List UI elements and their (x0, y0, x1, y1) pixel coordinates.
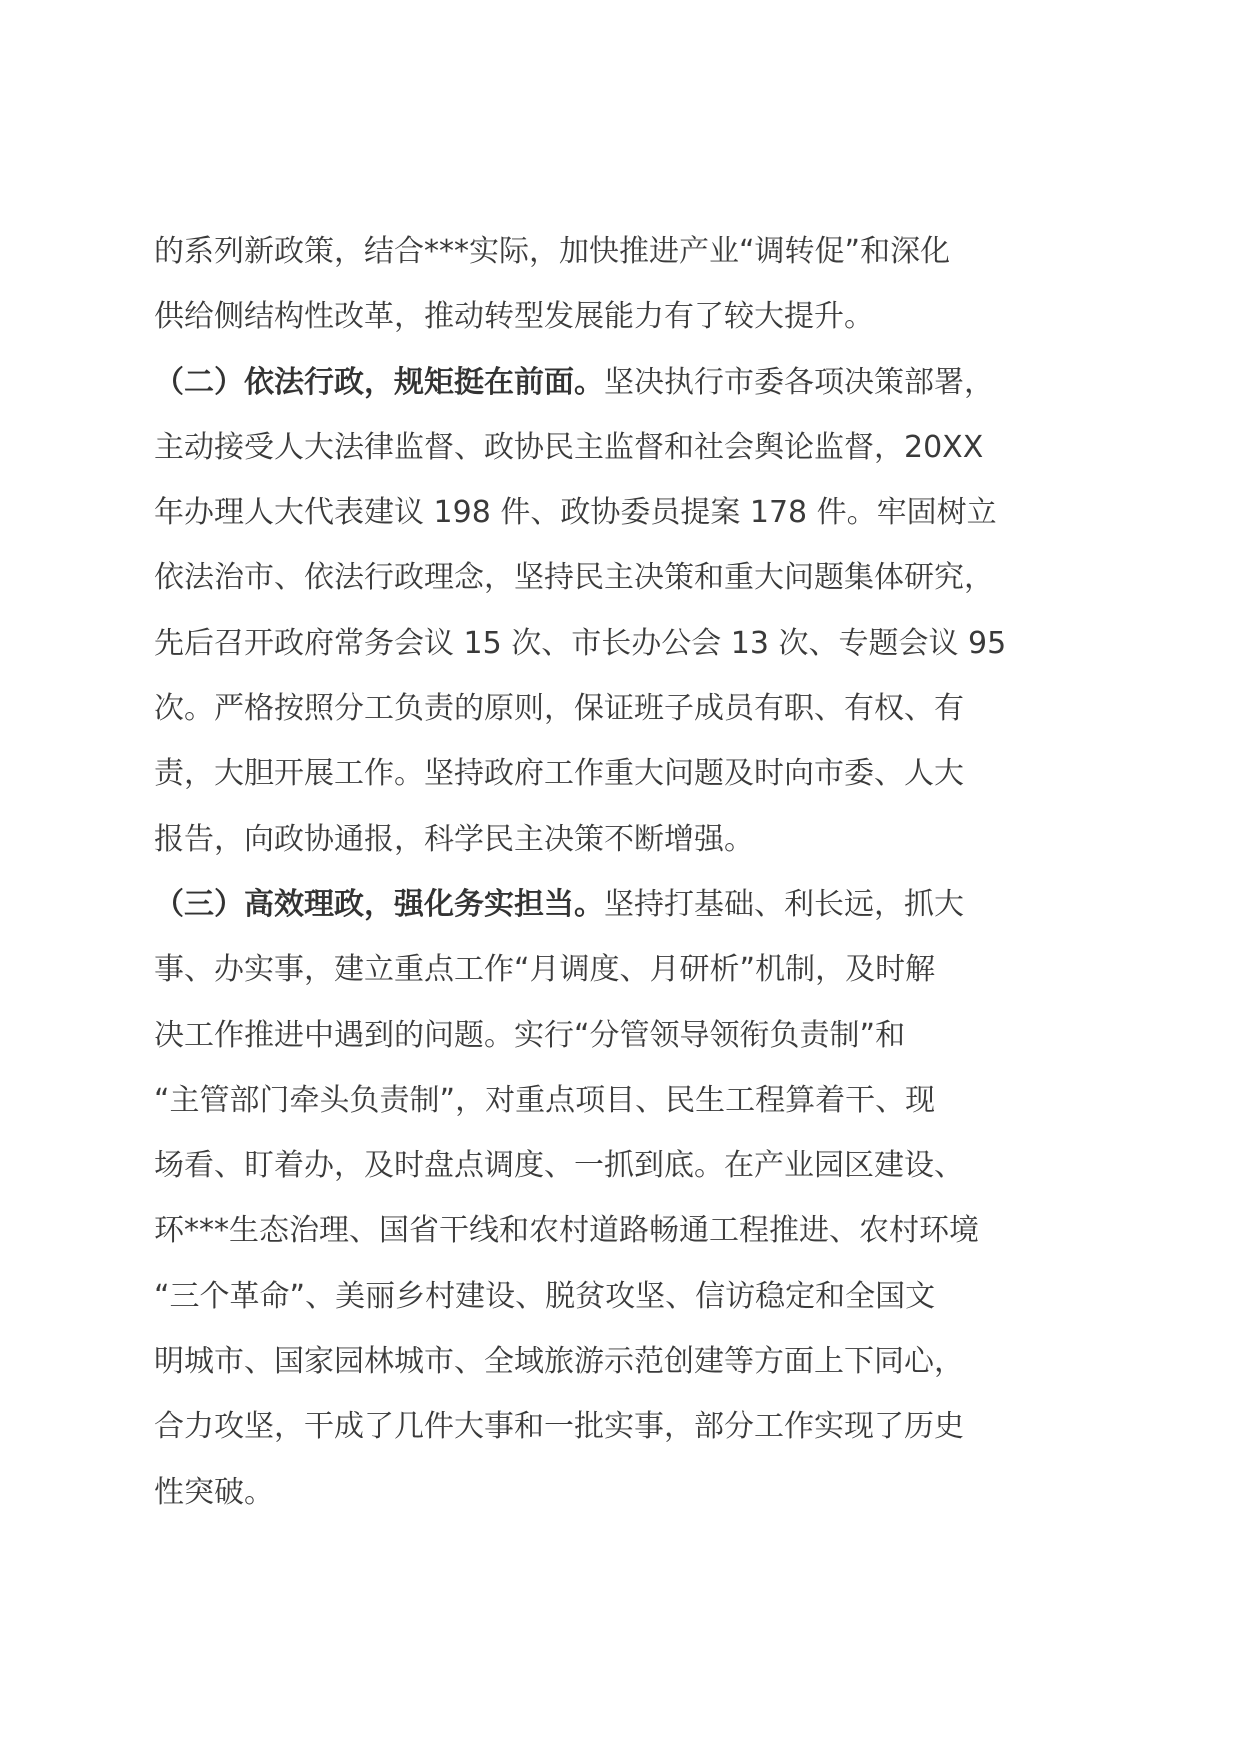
line-text: 依法治市、依法行政理念，坚持民主决策和重大问题集体研究， (154, 560, 994, 596)
line-text: 坚持打基础、利长远，抓大 (604, 886, 964, 922)
text-line-20 (154, 1460, 1094, 1525)
body-text (154, 219, 1094, 1525)
text-line-16 (154, 1198, 1094, 1263)
text-line-9 (154, 741, 1094, 806)
line-text: 坚决执行市委各项决策部署， (604, 364, 994, 400)
line-text: 责，大胆开展工作。坚持政府工作重大问题及时向市委、人大 (154, 756, 964, 792)
text-line-13 (154, 1003, 1094, 1068)
line-text: 供给侧结构性改革，推动转型发展能力有了较大提升。 (154, 299, 874, 335)
line-text: 主动接受人大法律监督、政协民主监督和社会舆论监督，20XX (154, 429, 984, 465)
text-line-11 (154, 872, 1094, 937)
text-line-17 (154, 1264, 1094, 1329)
line-text: 环***生态治理、国省干线和农村道路畅通工程推进、农村环境 (154, 1213, 979, 1249)
line-text: 场看、盯着办，及时盘点调度、一抓到底。在产业园区建设、 (154, 1148, 964, 1184)
text-line-7 (154, 611, 1094, 676)
text-line-14 (154, 1068, 1094, 1133)
line-text: 决工作推进中遇到的问题。实行“分管领导领衔负责制”和 (154, 1017, 906, 1053)
line-text: “三个革命”、美丽乡村建设、脱贫攻坚、信访稳定和全国文 (154, 1278, 936, 1314)
text-line-19 (154, 1394, 1094, 1459)
text-line-8 (154, 676, 1094, 741)
line-text: 明城市、国家园林城市、全域旅游示范创建等方面上下同心， (154, 1344, 964, 1380)
line-text: 先后召开政府常务会议 15 次、市长办公会 13 次、专题会议 95 (154, 625, 1007, 661)
text-line-3 (154, 350, 1094, 415)
line-text: 次。严格按照分工负责的原则，保证班子成员有职、有权、有 (154, 691, 964, 727)
line-text: 合力攻坚，干成了几件大事和一批实事，部分工作实现了历史 (154, 1409, 964, 1445)
text-line-10 (154, 807, 1094, 872)
section-heading-3: （三）高效理政，强化务实担当。 (154, 886, 604, 922)
text-line-4 (154, 415, 1094, 480)
text-line-1 (154, 219, 1094, 284)
line-text: 报告，向政协通报，科学民主决策不断增强。 (154, 821, 754, 857)
line-text: “主管部门牵头负责制”，对重点项目、民生工程算着干、现 (154, 1082, 936, 1118)
text-line-2 (154, 284, 1094, 349)
line-text: 性突破。 (154, 1474, 274, 1510)
line-text: 年办理人大代表建议 198 件、政协委员提案 178 件。牢固树立 (154, 495, 997, 531)
line-text: 事、办实事，建立重点工作“月调度、月研析”机制，及时解 (154, 952, 936, 988)
line-text: 的系列新政策，结合***实际，加快推进产业“调转促”和深化 (154, 234, 951, 269)
section-heading-2: （二）依法行政，规矩挺在前面。 (154, 364, 604, 400)
text-line-5 (154, 480, 1094, 545)
text-line-12 (154, 937, 1094, 1002)
text-line-15 (154, 1133, 1094, 1198)
text-line-6 (154, 545, 1094, 610)
text-line-18 (154, 1329, 1094, 1394)
